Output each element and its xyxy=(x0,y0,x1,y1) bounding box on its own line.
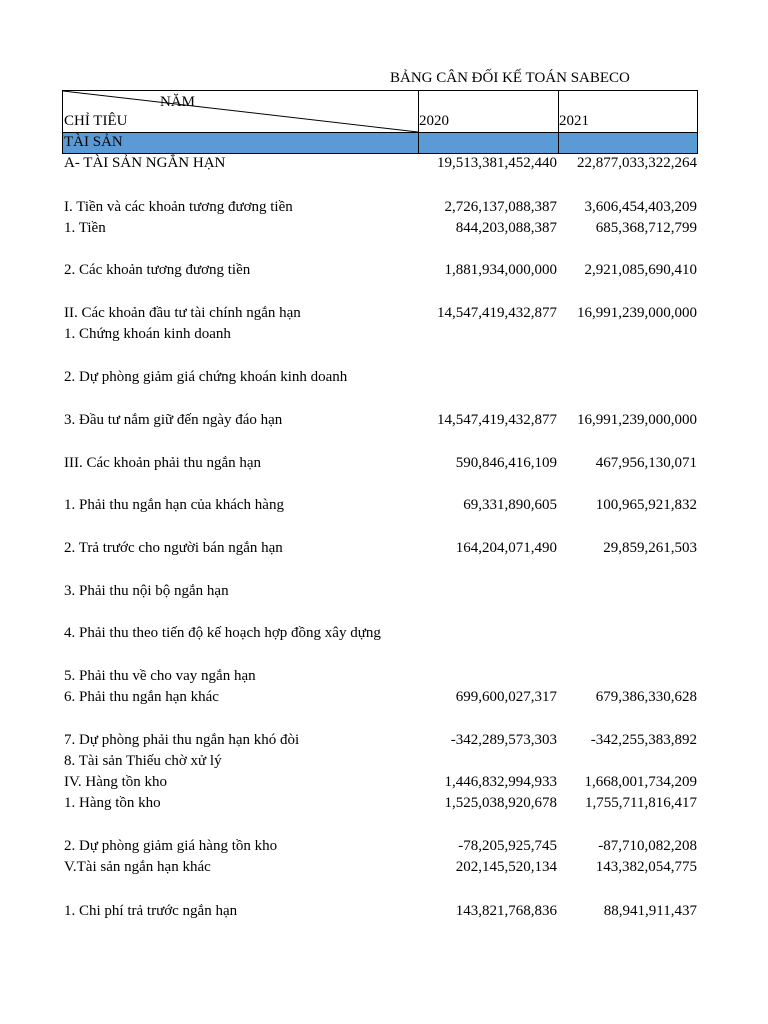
value-2020: 143,821,768,836 xyxy=(455,903,557,919)
table-row[interactable] xyxy=(0,689,768,709)
sheet-title: BẢNG CÂN ĐỐI KẾ TOÁN SABECO xyxy=(390,70,630,86)
value-2021: 88,941,911,437 xyxy=(603,903,697,919)
header-year-label: NĂM xyxy=(160,94,196,110)
row-label: IV. Hàng tồn kho xyxy=(64,774,168,790)
table-row[interactable] xyxy=(0,497,768,517)
row-label: 2. Các khoản tương đương tiền xyxy=(64,262,251,278)
table-row[interactable] xyxy=(0,326,768,346)
value-2020: 202,145,520,134 xyxy=(455,859,557,875)
value-2020: 699,600,027,317 xyxy=(455,689,557,705)
value-2020: 1,446,832,994,933 xyxy=(444,774,557,790)
row-label: 3. Phải thu nội bộ ngắn hạn xyxy=(64,583,229,599)
value-2021: 467,956,130,071 xyxy=(595,455,697,471)
row-label: 1. Chi phí trả trước ngắn hạn xyxy=(64,903,238,919)
row-label: 1. Phải thu ngắn hạn của khách hàng xyxy=(64,497,284,513)
row-label: 7. Dự phòng phải thu ngắn hạn khó đòi xyxy=(64,732,300,748)
row-label: 3. Đầu tư nắm giữ đến ngày đáo hạn xyxy=(64,412,283,428)
section-band-cell-label xyxy=(63,133,419,153)
row-label: 2. Dự phòng giảm giá chứng khoán kinh doanh xyxy=(64,369,348,385)
value-2021: -87,710,082,208 xyxy=(598,838,697,854)
table-row[interactable] xyxy=(0,540,768,560)
table-header xyxy=(62,90,698,133)
value-2021: 685,368,712,799 xyxy=(595,220,697,236)
table-row[interactable] xyxy=(0,903,768,923)
value-2020: -78,205,925,745 xyxy=(458,838,557,854)
value-2021: 100,965,921,832 xyxy=(595,497,697,513)
value-2021: 29,859,261,503 xyxy=(603,540,697,556)
value-2021: 16,991,239,000,000 xyxy=(577,412,697,428)
value-2020: 1,881,934,000,000 xyxy=(444,262,557,278)
header-cell-2021[interactable] xyxy=(558,91,697,132)
table-row[interactable] xyxy=(0,625,768,645)
row-label: 5. Phải thu về cho vay ngắn hạn xyxy=(64,668,256,684)
value-2020: 19,513,381,452,440 xyxy=(437,155,557,171)
value-2021: 1,668,001,734,209 xyxy=(584,774,697,790)
value-2021: 143,382,054,775 xyxy=(595,859,697,875)
value-2020: 590,846,416,109 xyxy=(455,455,557,471)
header-year-2020: 2020 xyxy=(419,113,449,129)
row-label: 1. Hàng tồn kho xyxy=(64,795,161,811)
value-2020: 1,525,038,920,678 xyxy=(444,795,557,811)
value-2021: -342,255,383,892 xyxy=(590,732,697,748)
row-label: III. Các khoản phải thu ngắn hạn xyxy=(64,455,262,471)
header-cell-2020[interactable] xyxy=(418,91,559,132)
table-row[interactable] xyxy=(0,305,768,325)
row-label: II. Các khoản đầu tư tài chính ngắn hạn xyxy=(64,305,301,321)
value-2021: 3,606,454,403,209 xyxy=(584,199,697,215)
value-2020: 14,547,419,432,877 xyxy=(437,412,557,428)
row-label: I. Tiền và các khoản tương đương tiền xyxy=(64,199,293,215)
row-label: A- TÀI SẢN NGẮN HẠN xyxy=(64,155,226,171)
value-2020: 69,331,890,605 xyxy=(463,497,557,513)
value-2021: 2,921,085,690,410 xyxy=(584,262,697,278)
value-2020: 844,203,088,387 xyxy=(455,220,557,236)
value-2020: -342,289,573,303 xyxy=(450,732,557,748)
value-2021: 22,877,033,322,264 xyxy=(577,155,697,171)
table-row[interactable] xyxy=(0,795,768,815)
table-row[interactable] xyxy=(0,199,768,219)
section-band[interactable] xyxy=(62,133,698,154)
table-row[interactable] xyxy=(0,732,768,752)
table-row[interactable] xyxy=(0,668,768,688)
row-label: 4. Phải thu theo tiến độ kế hoạch hợp đồng xây dựng xyxy=(64,625,381,641)
value-2020: 2,726,137,088,387 xyxy=(444,199,557,215)
table-row[interactable] xyxy=(0,155,768,175)
value-2021: 679,386,330,628 xyxy=(595,689,697,705)
value-2021: 1,755,711,816,417 xyxy=(585,795,697,811)
value-2020: 164,204,071,490 xyxy=(455,540,557,556)
table-row[interactable] xyxy=(0,774,768,794)
table-row[interactable] xyxy=(0,412,768,432)
row-label: 6. Phải thu ngắn hạn khác xyxy=(64,689,219,705)
table-row[interactable] xyxy=(0,859,768,879)
table-row[interactable] xyxy=(0,455,768,475)
header-indicator-label: CHỈ TIÊU xyxy=(64,113,128,129)
table-row[interactable] xyxy=(0,369,768,389)
row-label: 1. Tiền xyxy=(64,220,106,236)
table-row[interactable] xyxy=(0,838,768,858)
header-year-2021: 2021 xyxy=(559,113,589,129)
row-label: 2. Dự phòng giảm giá hàng tồn kho xyxy=(64,838,278,854)
table-row[interactable] xyxy=(0,753,768,773)
row-label: 2. Trả trước cho người bán ngắn hạn xyxy=(64,540,283,556)
row-label: 8. Tài sản Thiếu chờ xử lý xyxy=(64,753,222,769)
table-row[interactable] xyxy=(0,583,768,603)
section-label: TÀI SẢN xyxy=(64,134,123,150)
row-label: 1. Chứng khoán kinh doanh xyxy=(64,326,231,342)
header-indicator-cell[interactable] xyxy=(63,91,419,132)
table-row[interactable] xyxy=(0,220,768,240)
row-label: V.Tài sản ngắn hạn khác xyxy=(64,859,211,875)
table-row[interactable] xyxy=(0,262,768,282)
value-2020: 14,547,419,432,877 xyxy=(437,305,557,321)
section-band-cell-2020 xyxy=(418,133,559,153)
value-2021: 16,991,239,000,000 xyxy=(577,305,697,321)
